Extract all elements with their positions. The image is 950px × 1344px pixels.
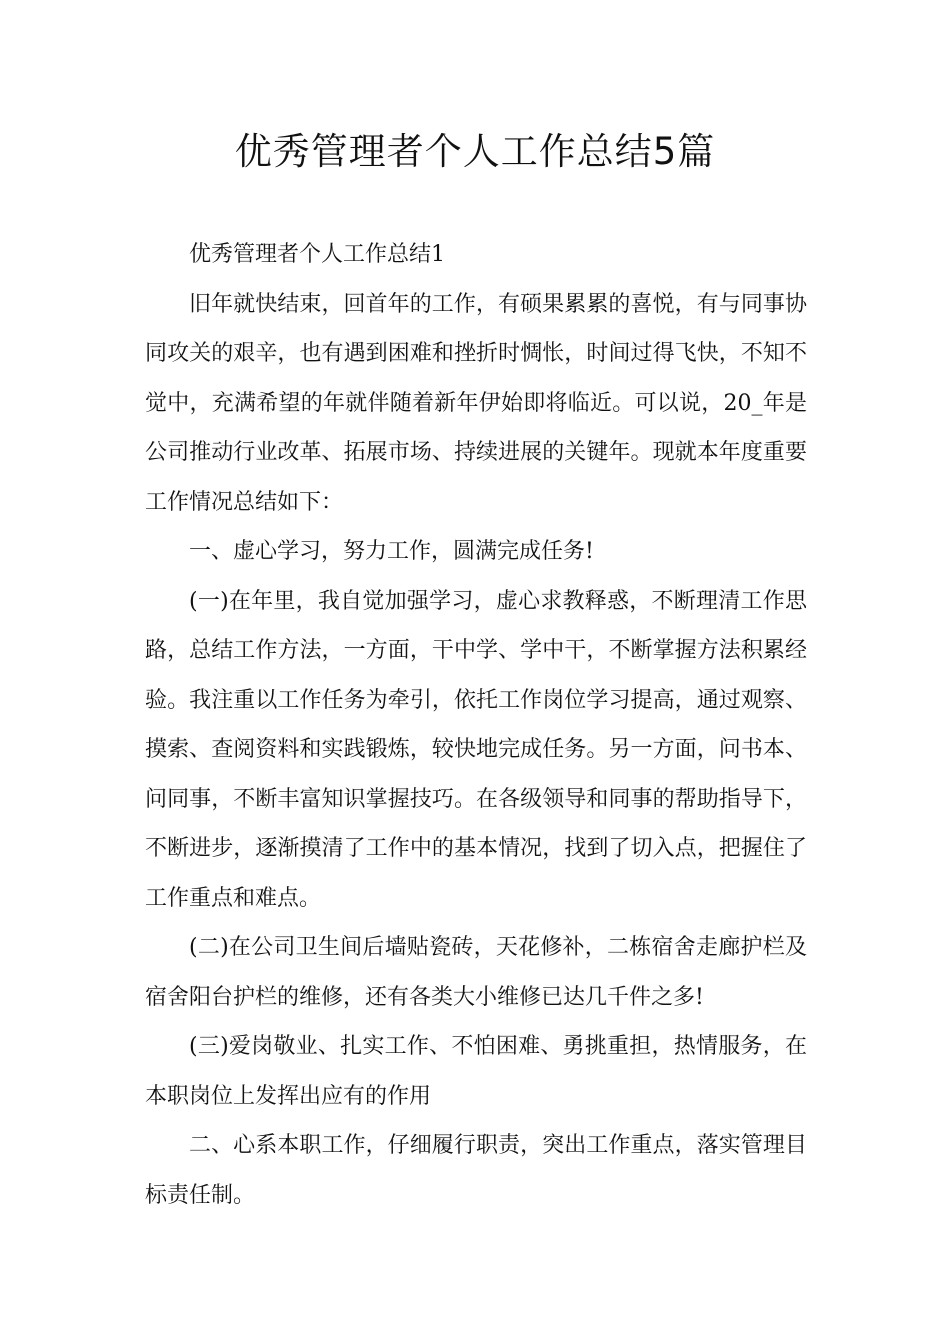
document-body bbox=[145, 230, 807, 1220]
intro-paragraph: 旧年就快结束，回首年的工作，有硕果累累的喜悦，有与同事协同攻关的艰辛，也有遇到困难和挫折时惆怅，时间过得飞快，不知不觉中，充满希望的年就伴随着新年伊始即将临近。可以说，20_年是公司推动行业改革、拓展市场、持续进展的关键年。现就本年度重要工作情况总结如下： bbox=[145, 291, 807, 515]
section-heading-1: 优秀管理者个人工作总结1 bbox=[189, 242, 445, 267]
item-one-paragraph: (一)在年里，我自觉加强学习，虚心求教释惑，不断理清工作思路，总结工作方法，一方面，干中学、学中干，不断掌握方法积累经验。我注重以工作任务为牵引，依托工作岗位学习提高，通过观察、摸索、查阅资料和实践锻炼，较快地完成任务。另一方面，问书本、问同事，不断丰富知识掌握技巧。在各级领导和同事的帮助指导下，不断进步，逐渐摸清了工作中的基本情况，找到了切入点，把握住了工作重点和难点。 bbox=[145, 588, 807, 911]
part-two-heading: 二、心系本职工作，仔细履行职责，突出工作重点，落实管理目标责任制。 bbox=[145, 1133, 807, 1208]
item-three-paragraph: (三)爱岗敬业、扎实工作、不怕困难、勇挑重担，热情服务，在本职岗位上发挥出应有的作用 bbox=[145, 1034, 807, 1109]
item-two-paragraph: (二)在公司卫生间后墙贴瓷砖，天花修补，二栋宿舍走廊护栏及宿舍阳台护栏的维修，还有各类大小维修已达几千件之多! bbox=[145, 935, 807, 1010]
document-title: 优秀管理者个人工作总结5篇 bbox=[234, 130, 716, 173]
part-one-heading: 一、虚心学习，努力工作，圆满完成任务! bbox=[189, 539, 594, 564]
